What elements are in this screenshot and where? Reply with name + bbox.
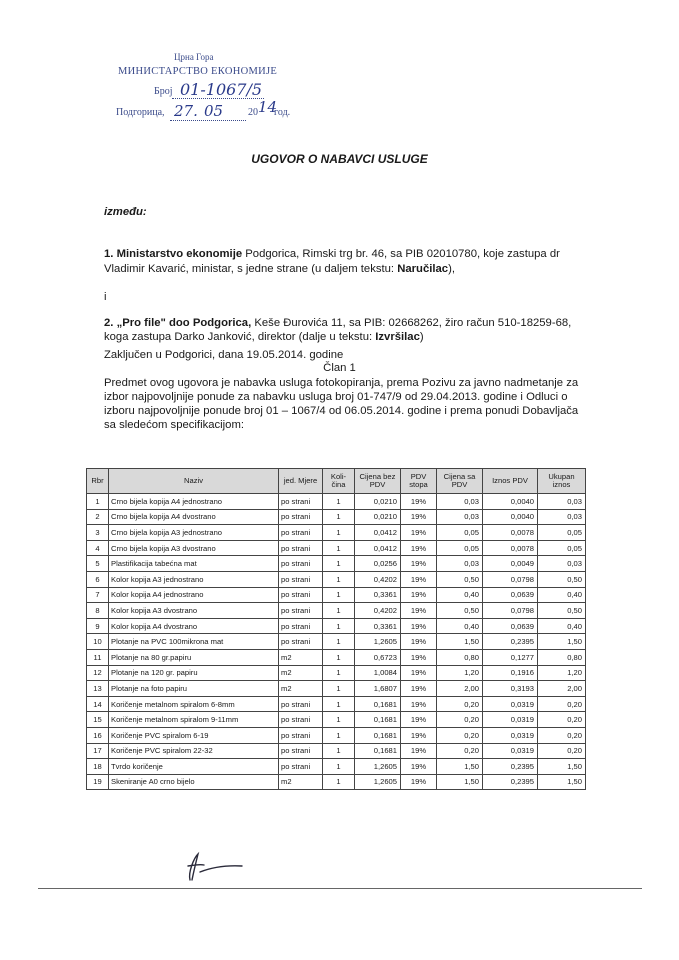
cell-cijena-bez-pdv: 0,3361 [355, 587, 401, 603]
cell-jed-mjere: po strani [279, 603, 323, 619]
cell-naziv: Koričenje metalnom spiralom 6-8mm [109, 696, 279, 712]
cell-iznos-pdv: 0,0798 [483, 571, 538, 587]
cell-cijena-sa-pdv: 0,05 [437, 525, 483, 541]
stamp-ministry: МИНИСТАРСТВО ЕКОНОМИЈЕ [118, 66, 278, 77]
stamp-date-month: 05 [204, 102, 224, 120]
cell-ukupan-iznos: 2,00 [538, 681, 586, 697]
cell-cijena-sa-pdv: 0,80 [437, 649, 483, 665]
header-naziv: Naziv [109, 469, 279, 494]
article-line-2: izbor najpovoljnije ponude za nabavku usluga broj 01-747/9 od 29.04.2013. godine i Odluci o [104, 391, 568, 403]
cell-iznos-pdv: 0,0319 [483, 712, 538, 728]
specification-table [86, 468, 586, 790]
cell-kolicina: 1 [323, 509, 355, 525]
table-row [87, 587, 586, 603]
cell-rbr: 6 [87, 571, 109, 587]
cell-ukupan-iznos: 1,20 [538, 665, 586, 681]
cell-jed-mjere: po strani [279, 743, 323, 759]
cell-rbr: 16 [87, 727, 109, 743]
cell-naziv: Koričenje PVC spiralom 22-32 [109, 743, 279, 759]
party1-line2-start: Vladimir Kavarić, ministar, s jedne strane (u daljem tekstu: [104, 263, 398, 275]
cell-naziv: Plotanje na foto papiru [109, 681, 279, 697]
table-row [87, 509, 586, 525]
cell-jed-mjere: po strani [279, 727, 323, 743]
cell-kolicina: 1 [323, 759, 355, 775]
signature-mark [180, 850, 250, 886]
cell-ukupan-iznos: 1,50 [538, 759, 586, 775]
party2-line1-rest: Keše Đurovića 11, sa PIB: 02668262, žiro račun 510-18259-68, [251, 317, 572, 329]
cell-jed-mjere: po strani [279, 759, 323, 775]
party1-name: Ministarstvo ekonomije [116, 248, 243, 260]
stamp-date-day: 27. [174, 102, 198, 120]
cell-cijena-sa-pdv: 0,20 [437, 727, 483, 743]
cell-pdv-stopa: 19% [401, 774, 437, 790]
table-row [87, 494, 586, 510]
party1-number: 1. [104, 248, 114, 260]
cell-naziv: Crno bijela kopija A3 dvostrano [109, 540, 279, 556]
cell-cijena-sa-pdv: 2,00 [437, 681, 483, 697]
cell-cijena-bez-pdv: 0,1681 [355, 696, 401, 712]
cell-cijena-bez-pdv: 0,0412 [355, 525, 401, 541]
cell-cijena-bez-pdv: 0,0256 [355, 556, 401, 572]
cell-cijena-sa-pdv: 0,50 [437, 603, 483, 619]
cell-cijena-sa-pdv: 0,20 [437, 712, 483, 728]
cell-iznos-pdv: 0,0319 [483, 727, 538, 743]
cell-rbr: 2 [87, 509, 109, 525]
cell-iznos-pdv: 0,0319 [483, 696, 538, 712]
cell-cijena-sa-pdv: 0,20 [437, 696, 483, 712]
cell-ukupan-iznos: 0,03 [538, 494, 586, 510]
cell-rbr: 8 [87, 603, 109, 619]
cell-ukupan-iznos: 0,05 [538, 525, 586, 541]
cell-kolicina: 1 [323, 649, 355, 665]
cell-ukupan-iznos: 0,40 [538, 618, 586, 634]
cell-rbr: 5 [87, 556, 109, 572]
party2-line2 [104, 330, 424, 344]
cell-cijena-bez-pdv: 0,1681 [355, 727, 401, 743]
conjunction: i [104, 291, 107, 303]
cell-pdv-stopa: 19% [401, 618, 437, 634]
cell-rbr: 7 [87, 587, 109, 603]
cell-pdv-stopa: 19% [401, 494, 437, 510]
cell-kolicina: 1 [323, 540, 355, 556]
cell-pdv-stopa: 19% [401, 571, 437, 587]
cell-cijena-bez-pdv: 0,4202 [355, 603, 401, 619]
cell-pdv-stopa: 19% [401, 556, 437, 572]
cell-cijena-bez-pdv: 1,2605 [355, 774, 401, 790]
table-row [87, 603, 586, 619]
cell-pdv-stopa: 19% [401, 649, 437, 665]
cell-jed-mjere: po strani [279, 587, 323, 603]
cell-jed-mjere: m2 [279, 665, 323, 681]
cell-pdv-stopa: 19% [401, 681, 437, 697]
table-header-row [87, 469, 586, 494]
cell-naziv: Plotanje na PVC 100mikrona mat [109, 634, 279, 650]
cell-ukupan-iznos: 0,20 [538, 727, 586, 743]
table-row [87, 665, 586, 681]
cell-naziv: Plastifikacija tabećna mat [109, 556, 279, 572]
cell-pdv-stopa: 19% [401, 634, 437, 650]
cell-pdv-stopa: 19% [401, 759, 437, 775]
cell-cijena-bez-pdv: 0,4202 [355, 571, 401, 587]
cell-pdv-stopa: 19% [401, 665, 437, 681]
cell-ukupan-iznos: 0,20 [538, 743, 586, 759]
concluded-line: Zaključen u Podgorici, dana 19.05.2014. godine [104, 349, 344, 361]
cell-iznos-pdv: 0,0078 [483, 525, 538, 541]
cell-naziv: Crno bijela kopija A3 jednostrano [109, 525, 279, 541]
cell-jed-mjere: m2 [279, 681, 323, 697]
cell-cijena-bez-pdv: 0,1681 [355, 743, 401, 759]
header-jed-mjere: jed. Mjere [279, 469, 323, 494]
cell-pdv-stopa: 19% [401, 727, 437, 743]
document-title: UGOVOR O NABAVCI USLUGE [251, 152, 428, 166]
cell-pdv-stopa: 19% [401, 587, 437, 603]
cell-cijena-sa-pdv: 0,20 [437, 743, 483, 759]
party2-role: Izvršilac [375, 331, 420, 343]
article-heading: Član 1 [323, 362, 356, 374]
cell-kolicina: 1 [323, 618, 355, 634]
cell-rbr: 1 [87, 494, 109, 510]
header-rbr: Rbr [87, 469, 109, 494]
cell-rbr: 10 [87, 634, 109, 650]
cell-iznos-pdv: 0,1916 [483, 665, 538, 681]
cell-rbr: 18 [87, 759, 109, 775]
between-label: između: [104, 206, 147, 218]
stamp-city-label: Подгорица, [116, 107, 165, 118]
cell-pdv-stopa: 19% [401, 540, 437, 556]
cell-iznos-pdv: 0,1277 [483, 649, 538, 665]
table-row [87, 556, 586, 572]
cell-cijena-sa-pdv: 0,03 [437, 556, 483, 572]
header-cijena-sa-pdv: Cijena sa PDV [437, 469, 483, 494]
party1-line2 [104, 262, 455, 276]
cell-jed-mjere: po strani [279, 494, 323, 510]
table-row [87, 759, 586, 775]
cell-kolicina: 1 [323, 665, 355, 681]
cell-jed-mjere: po strani [279, 540, 323, 556]
cell-cijena-sa-pdv: 1,20 [437, 665, 483, 681]
cell-jed-mjere: po strani [279, 634, 323, 650]
cell-rbr: 4 [87, 540, 109, 556]
party1-line1-rest: Podgorica, Rimski trg br. 46, sa PIB 02010780, koje zastupa dr [242, 248, 560, 260]
cell-cijena-bez-pdv: 0,3361 [355, 618, 401, 634]
header-iznos-pdv: Iznos PDV [483, 469, 538, 494]
cell-ukupan-iznos: 0,20 [538, 696, 586, 712]
header-ukupan-iznos: Ukupan iznos [538, 469, 586, 494]
cell-jed-mjere: po strani [279, 556, 323, 572]
cell-kolicina: 1 [323, 774, 355, 790]
cell-ukupan-iznos: 0,03 [538, 556, 586, 572]
cell-kolicina: 1 [323, 587, 355, 603]
table-row [87, 634, 586, 650]
cell-naziv: Koričenje metalnom spiralom 9-11mm [109, 712, 279, 728]
cell-kolicina: 1 [323, 525, 355, 541]
registry-stamp [118, 52, 298, 132]
cell-kolicina: 1 [323, 696, 355, 712]
cell-pdv-stopa: 19% [401, 696, 437, 712]
cell-ukupan-iznos: 0,40 [538, 587, 586, 603]
cell-naziv: Koričenje PVC spiralom 6-19 [109, 727, 279, 743]
cell-ukupan-iznos: 0,50 [538, 571, 586, 587]
party1-line2-end: ), [448, 263, 455, 275]
table-row [87, 681, 586, 697]
cell-naziv: Kolor kopija A3 dvostrano [109, 603, 279, 619]
cell-cijena-sa-pdv: 0,03 [437, 509, 483, 525]
stamp-year-hand: 14 [258, 98, 278, 116]
cell-ukupan-iznos: 0,05 [538, 540, 586, 556]
cell-iznos-pdv: 0,0078 [483, 540, 538, 556]
cell-naziv: Crno bijela kopija A4 dvostrano [109, 509, 279, 525]
cell-ukupan-iznos: 0,80 [538, 649, 586, 665]
cell-kolicina: 1 [323, 494, 355, 510]
table-row [87, 712, 586, 728]
cell-cijena-bez-pdv: 0,0210 [355, 509, 401, 525]
article-line-4: sa sledećom specifikacijom: [104, 419, 245, 431]
cell-cijena-bez-pdv: 1,2605 [355, 634, 401, 650]
cell-iznos-pdv: 0,0319 [483, 743, 538, 759]
header-cijena-bez-pdv: Cijena bez PDV [355, 469, 401, 494]
cell-cijena-bez-pdv: 0,1681 [355, 712, 401, 728]
cell-cijena-bez-pdv: 1,6807 [355, 681, 401, 697]
cell-naziv: Plotanje na 120 gr. papiru [109, 665, 279, 681]
cell-naziv: Kolor kopija A4 jednostrano [109, 587, 279, 603]
cell-kolicina: 1 [323, 712, 355, 728]
article-line-3: izboru najpovoljnije ponude broj 01 – 1067/4 od 06.05.2014. godine i prema ponudi Dobavljača [104, 405, 579, 417]
table-row [87, 774, 586, 790]
cell-iznos-pdv: 0,2395 [483, 634, 538, 650]
cell-jed-mjere: po strani [279, 712, 323, 728]
cell-jed-mjere: po strani [279, 525, 323, 541]
cell-cijena-sa-pdv: 0,03 [437, 494, 483, 510]
cell-jed-mjere: po strani [279, 571, 323, 587]
table-row [87, 649, 586, 665]
cell-cijena-bez-pdv: 0,0412 [355, 540, 401, 556]
cell-iznos-pdv: 0,0639 [483, 618, 538, 634]
cell-iznos-pdv: 0,0639 [483, 587, 538, 603]
cell-rbr: 17 [87, 743, 109, 759]
cell-jed-mjere: m2 [279, 774, 323, 790]
party1-line1 [104, 247, 560, 261]
cell-kolicina: 1 [323, 634, 355, 650]
cell-pdv-stopa: 19% [401, 712, 437, 728]
cell-iznos-pdv: 0,0040 [483, 494, 538, 510]
stamp-year-suffix: год. [274, 107, 291, 118]
cell-cijena-bez-pdv: 0,6723 [355, 649, 401, 665]
table-row [87, 743, 586, 759]
cell-jed-mjere: po strani [279, 509, 323, 525]
cell-cijena-bez-pdv: 1,0084 [355, 665, 401, 681]
header-pdv-stopa: PDV stopa [401, 469, 437, 494]
cell-cijena-sa-pdv: 0,40 [437, 618, 483, 634]
cell-naziv: Kolor kopija A4 dvostrano [109, 618, 279, 634]
header-kolicina: Koli-čina [323, 469, 355, 494]
cell-iznos-pdv: 0,0798 [483, 603, 538, 619]
cell-pdv-stopa: 19% [401, 603, 437, 619]
cell-ukupan-iznos: 0,50 [538, 603, 586, 619]
party2-name: „Pro file" doo Podgorica, [116, 317, 252, 329]
cell-pdv-stopa: 19% [401, 743, 437, 759]
party2-line2-end: ) [419, 331, 424, 343]
cell-cijena-sa-pdv: 1,50 [437, 759, 483, 775]
cell-cijena-sa-pdv: 0,05 [437, 540, 483, 556]
cell-rbr: 11 [87, 649, 109, 665]
cell-naziv: Crno bijela kopija A4 jednostrano [109, 494, 279, 510]
cell-kolicina: 1 [323, 571, 355, 587]
table-row [87, 571, 586, 587]
party1-role: Naručilac [397, 263, 449, 275]
page-divider [38, 888, 642, 889]
cell-naziv: Plotanje na 80 gr.papiru [109, 649, 279, 665]
cell-pdv-stopa: 19% [401, 509, 437, 525]
cell-kolicina: 1 [323, 556, 355, 572]
cell-naziv: Kolor kopija A3 jednostrano [109, 571, 279, 587]
party2-number: 2. [104, 317, 114, 329]
cell-rbr: 15 [87, 712, 109, 728]
cell-naziv: Tvrdo koričenje [109, 759, 279, 775]
cell-jed-mjere: m2 [279, 649, 323, 665]
party2-line1 [104, 316, 571, 330]
stamp-country: Црна Гора [174, 52, 214, 62]
cell-rbr: 14 [87, 696, 109, 712]
cell-cijena-bez-pdv: 0,0210 [355, 494, 401, 510]
table-row [87, 618, 586, 634]
cell-ukupan-iznos: 0,03 [538, 509, 586, 525]
stamp-year-prefix: 20 [248, 107, 258, 118]
cell-iznos-pdv: 0,0049 [483, 556, 538, 572]
cell-rbr: 12 [87, 665, 109, 681]
cell-iznos-pdv: 0,3193 [483, 681, 538, 697]
cell-iznos-pdv: 0,2395 [483, 774, 538, 790]
cell-ukupan-iznos: 1,50 [538, 634, 586, 650]
cell-jed-mjere: po strani [279, 696, 323, 712]
cell-rbr: 9 [87, 618, 109, 634]
cell-cijena-sa-pdv: 0,40 [437, 587, 483, 603]
cell-kolicina: 1 [323, 603, 355, 619]
cell-ukupan-iznos: 0,20 [538, 712, 586, 728]
cell-cijena-sa-pdv: 0,50 [437, 571, 483, 587]
cell-kolicina: 1 [323, 743, 355, 759]
cell-iznos-pdv: 0,2395 [483, 759, 538, 775]
cell-cijena-bez-pdv: 1,2605 [355, 759, 401, 775]
table-row [87, 696, 586, 712]
party2-line2-start: koga zastupa Darko Janković, direktor (dalje u tekstu: [104, 331, 376, 343]
table-row [87, 525, 586, 541]
table-body [87, 494, 586, 790]
cell-cijena-sa-pdv: 1,50 [437, 634, 483, 650]
cell-naziv: Skeniranje A0 crno bijelo [109, 774, 279, 790]
cell-ukupan-iznos: 1,50 [538, 774, 586, 790]
cell-jed-mjere: po strani [279, 618, 323, 634]
stamp-number-label: Број [154, 86, 173, 97]
cell-kolicina: 1 [323, 727, 355, 743]
cell-kolicina: 1 [323, 681, 355, 697]
stamp-number-value: 01-1067/5 [180, 80, 263, 99]
cell-cijena-sa-pdv: 1,50 [437, 774, 483, 790]
table-row [87, 727, 586, 743]
cell-pdv-stopa: 19% [401, 525, 437, 541]
table-row [87, 540, 586, 556]
cell-rbr: 3 [87, 525, 109, 541]
article-line-1: Predmet ovog ugovora je nabavka usluga fotokopiranja, prema Pozivu za javno nadmetanje za [104, 377, 579, 389]
cell-rbr: 13 [87, 681, 109, 697]
cell-rbr: 19 [87, 774, 109, 790]
cell-iznos-pdv: 0,0040 [483, 509, 538, 525]
